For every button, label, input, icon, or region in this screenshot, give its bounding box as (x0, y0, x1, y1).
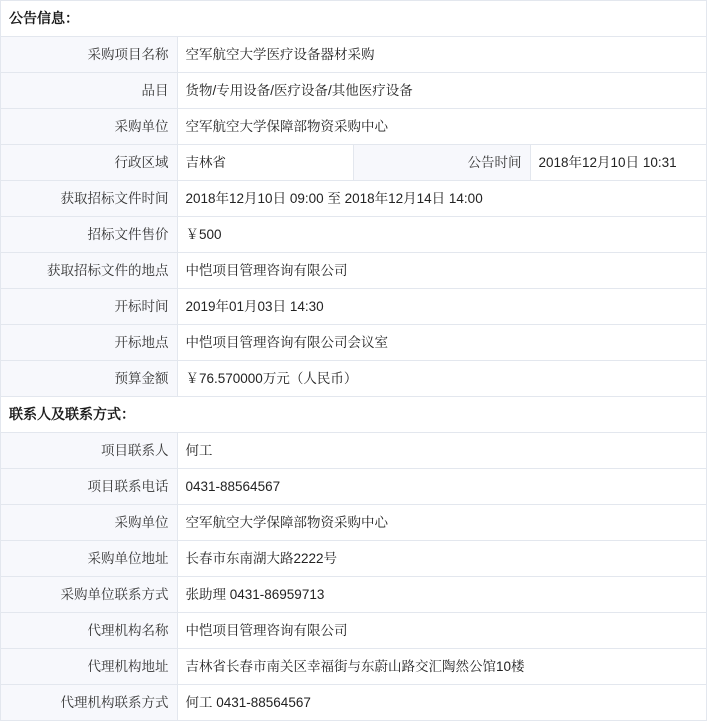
row-value-contact-phone: 0431-88564567 (177, 469, 707, 505)
row-value-project-name: 空军航空大学医疗设备器材采购 (177, 37, 707, 73)
table-row (1, 253, 707, 289)
announcement-section-title-row (1, 1, 707, 37)
table-row (1, 541, 707, 577)
row-value-doc-location: 中恺项目管理咨询有限公司 (177, 253, 707, 289)
row-label-doc-price: 招标文件售价 (1, 217, 178, 253)
row-label-purchasing-unit: 采购单位 (1, 109, 178, 145)
table-row (1, 217, 707, 253)
row-label-contact-purchasing-unit: 采购单位 (1, 505, 178, 541)
row-label-announce-time: 公告时间 (354, 145, 531, 181)
row-label-budget: 预算金额 (1, 361, 178, 397)
table-row (1, 649, 707, 685)
contact-section-title-row (1, 397, 707, 433)
row-label-agency-name: 代理机构名称 (1, 613, 178, 649)
row-value-agency-contact: 何工 0431-88564567 (177, 685, 707, 721)
row-value-doc-price: ￥500 (177, 217, 707, 253)
row-label-purchasing-unit-contact: 采购单位联系方式 (1, 577, 178, 613)
row-value-purchasing-unit-contact: 张助理 0431-86959713 (177, 577, 707, 613)
table-row (1, 37, 707, 73)
row-value-purchasing-unit-address: 长春市东南湖大路2222号 (177, 541, 707, 577)
row-value-bid-open-place: 中恺项目管理咨询有限公司会议室 (177, 325, 707, 361)
row-value-agency-address: 吉林省长春市南关区幸福街与东蔚山路交汇陶然公馆10楼 (177, 649, 707, 685)
table-row (1, 469, 707, 505)
table-row (1, 433, 707, 469)
table-row (1, 289, 707, 325)
row-label-bid-open-time: 开标时间 (1, 289, 178, 325)
row-value-agency-name: 中恺项目管理咨询有限公司 (177, 613, 707, 649)
table-row (1, 325, 707, 361)
row-label-purchasing-unit-address: 采购单位地址 (1, 541, 178, 577)
row-value-contact-purchasing-unit: 空军航空大学保障部物资采购中心 (177, 505, 707, 541)
row-value-doc-fetch-time: 2018年12月10日 09:00 至 2018年12月14日 14:00 (177, 181, 707, 217)
contact-section-title: 联系人及联系方式： (1, 397, 707, 433)
row-label-project-name: 采购项目名称 (1, 37, 178, 73)
row-value-budget: ￥76.570000万元（人民币） (177, 361, 707, 397)
table-row (1, 73, 707, 109)
table-row (1, 505, 707, 541)
row-value-category: 货物/专用设备/医疗设备/其他医疗设备 (177, 73, 707, 109)
table-row (1, 181, 707, 217)
row-label-contact-person: 项目联系人 (1, 433, 178, 469)
table-row (1, 145, 707, 181)
table-row (1, 577, 707, 613)
table-row (1, 613, 707, 649)
row-label-category: 品目 (1, 73, 178, 109)
row-value-region: 吉林省 (177, 145, 354, 181)
row-label-doc-location: 获取招标文件的地点 (1, 253, 178, 289)
table-row (1, 109, 707, 145)
row-value-bid-open-time: 2019年01月03日 14:30 (177, 289, 707, 325)
table-row (1, 685, 707, 721)
row-label-contact-phone: 项目联系电话 (1, 469, 178, 505)
row-label-region: 行政区域 (1, 145, 178, 181)
row-label-doc-fetch-time: 获取招标文件时间 (1, 181, 178, 217)
row-value-announce-time: 2018年12月10日 10:31 (530, 145, 707, 181)
row-value-contact-person: 何工 (177, 433, 707, 469)
row-label-bid-open-place: 开标地点 (1, 325, 178, 361)
table-row (1, 361, 707, 397)
row-label-agency-address: 代理机构地址 (1, 649, 178, 685)
row-value-purchasing-unit: 空军航空大学保障部物资采购中心 (177, 109, 707, 145)
announcement-section-title: 公告信息： (1, 1, 707, 37)
row-label-agency-contact: 代理机构联系方式 (1, 685, 178, 721)
